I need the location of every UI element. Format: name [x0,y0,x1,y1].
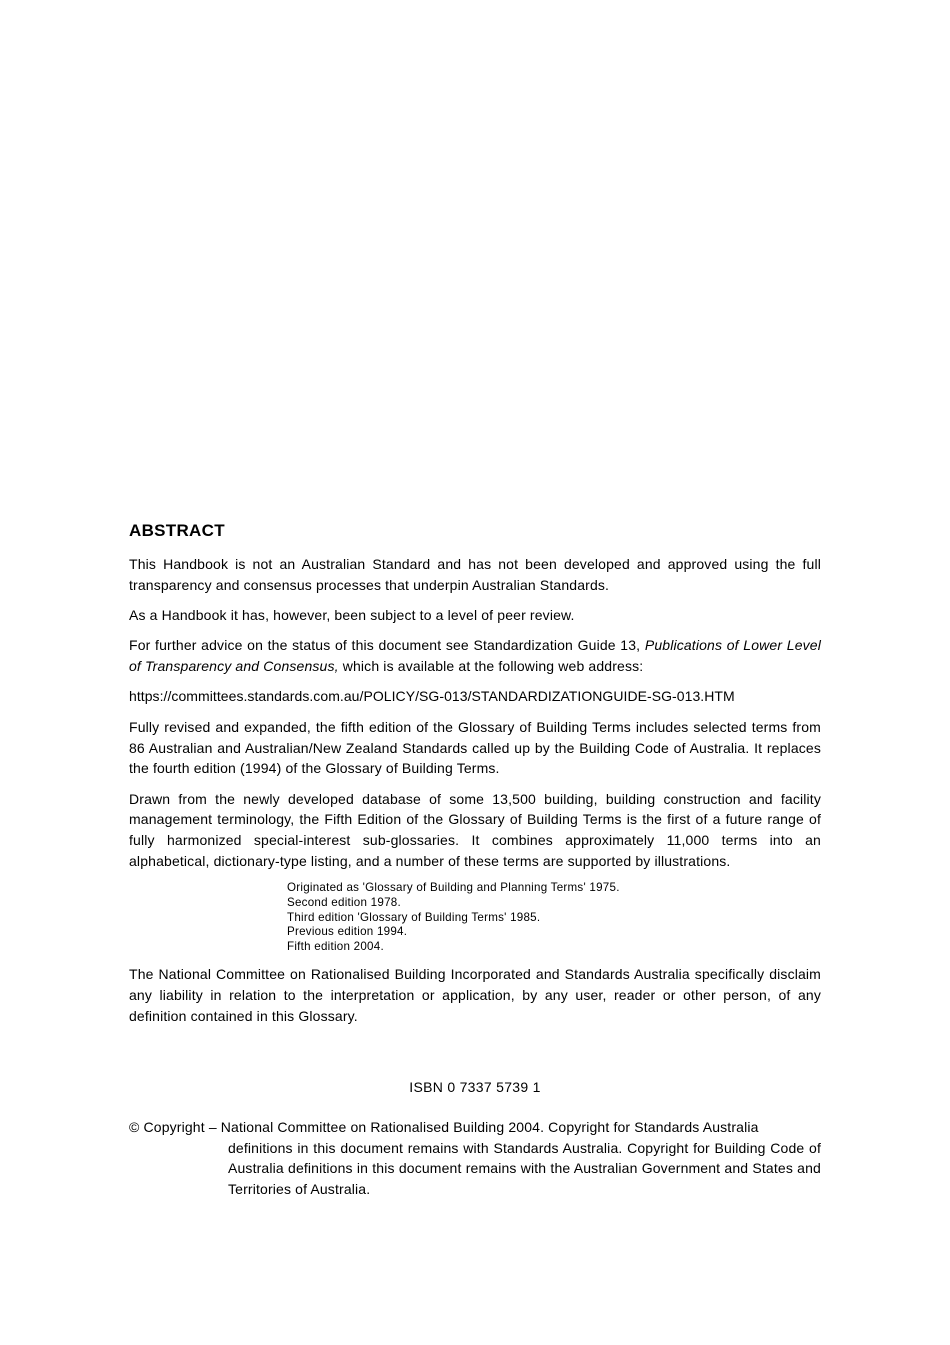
copyright-first-line [129,1117,821,1138]
isbn-number: ISBN 0 7337 5739 1 [409,1078,541,1095]
copyright-continuation: definitions in this document remains with Standards Australia. Copyright for Building Code of Australia definitions in this document remains with the Australian Government and States and Territories of Australia. [228,1139,821,1198]
abstract-paragraph-database: Drawn from the newly developed database of some 13,500 building, building construction and facility management terminology, the Fifth Edition of the Glossary of Building Terms is the first of a future range of fully harmonized special-interest sub-glossaries. It combines approximately 11,000 terms into an alphabetical, dictionary-type listing, and a number of these terms are supported by illustrations. [129,790,821,870]
copyright-notice [129,1117,821,1200]
copyright-first-text: Copyright – National Committee on Rationalised Building 2004. Copyright for Standards Australia [139,1118,759,1135]
edition-history [287,881,821,954]
abstract-heading: ABSTRACT [129,521,225,540]
abstract-paragraph-status: This Handbook is not an Australian Standard and has not been developed and approved using the full transparency and consensus processes that underpin Australian Standards. [129,556,821,593]
guide-web-address: https://committees.standards.com.au/POLICY/SG-013/STANDARDIZATIONGUIDE-SG-013.HTM [129,688,735,705]
guide-reference-tail: which is available at the following web address: [338,658,644,675]
edition-history-line: Third edition 'Glossary of Building Terms' 1985. [287,910,541,924]
abstract-paragraph-disclaimer: The National Committee on Rationalised Building Incorporated and Standards Australia specifically disclaim any liability in relation to the interpretation or application, by any user, reader or other person, of any definition contained in this Glossary. [129,966,821,1024]
copyright-icon: © [129,1118,140,1135]
edition-history-line: Originated as 'Glossary of Building and Planning Terms' 1975. [287,881,620,895]
guide-reference-text: For further advice on the status of this document see Standardization Guide 13, [129,637,645,654]
abstract-paragraph-fifth-edition: Fully revised and expanded, the fifth edition of the Glossary of Building Terms includes selected terms from 86 Australian and Australian/New Zealand Standards called up by the Building Code of Australia. It replaces the fourth edition (1994) of the Glossary of Building Terms. [129,718,821,777]
abstract-section [129,520,821,1200]
abstract-paragraph-guide-reference [129,635,821,677]
abstract-paragraph-peer-review: As a Handbook it has, however, been subject to a level of peer review. [129,607,575,624]
edition-history-line: Fifth edition 2004. [287,939,384,953]
guide-title: Publications of Lower Level of Transparency and Consensus, [129,637,821,675]
edition-history-line: Second edition 1978. [287,895,401,909]
edition-history-line: Previous edition 1994. [287,925,408,939]
